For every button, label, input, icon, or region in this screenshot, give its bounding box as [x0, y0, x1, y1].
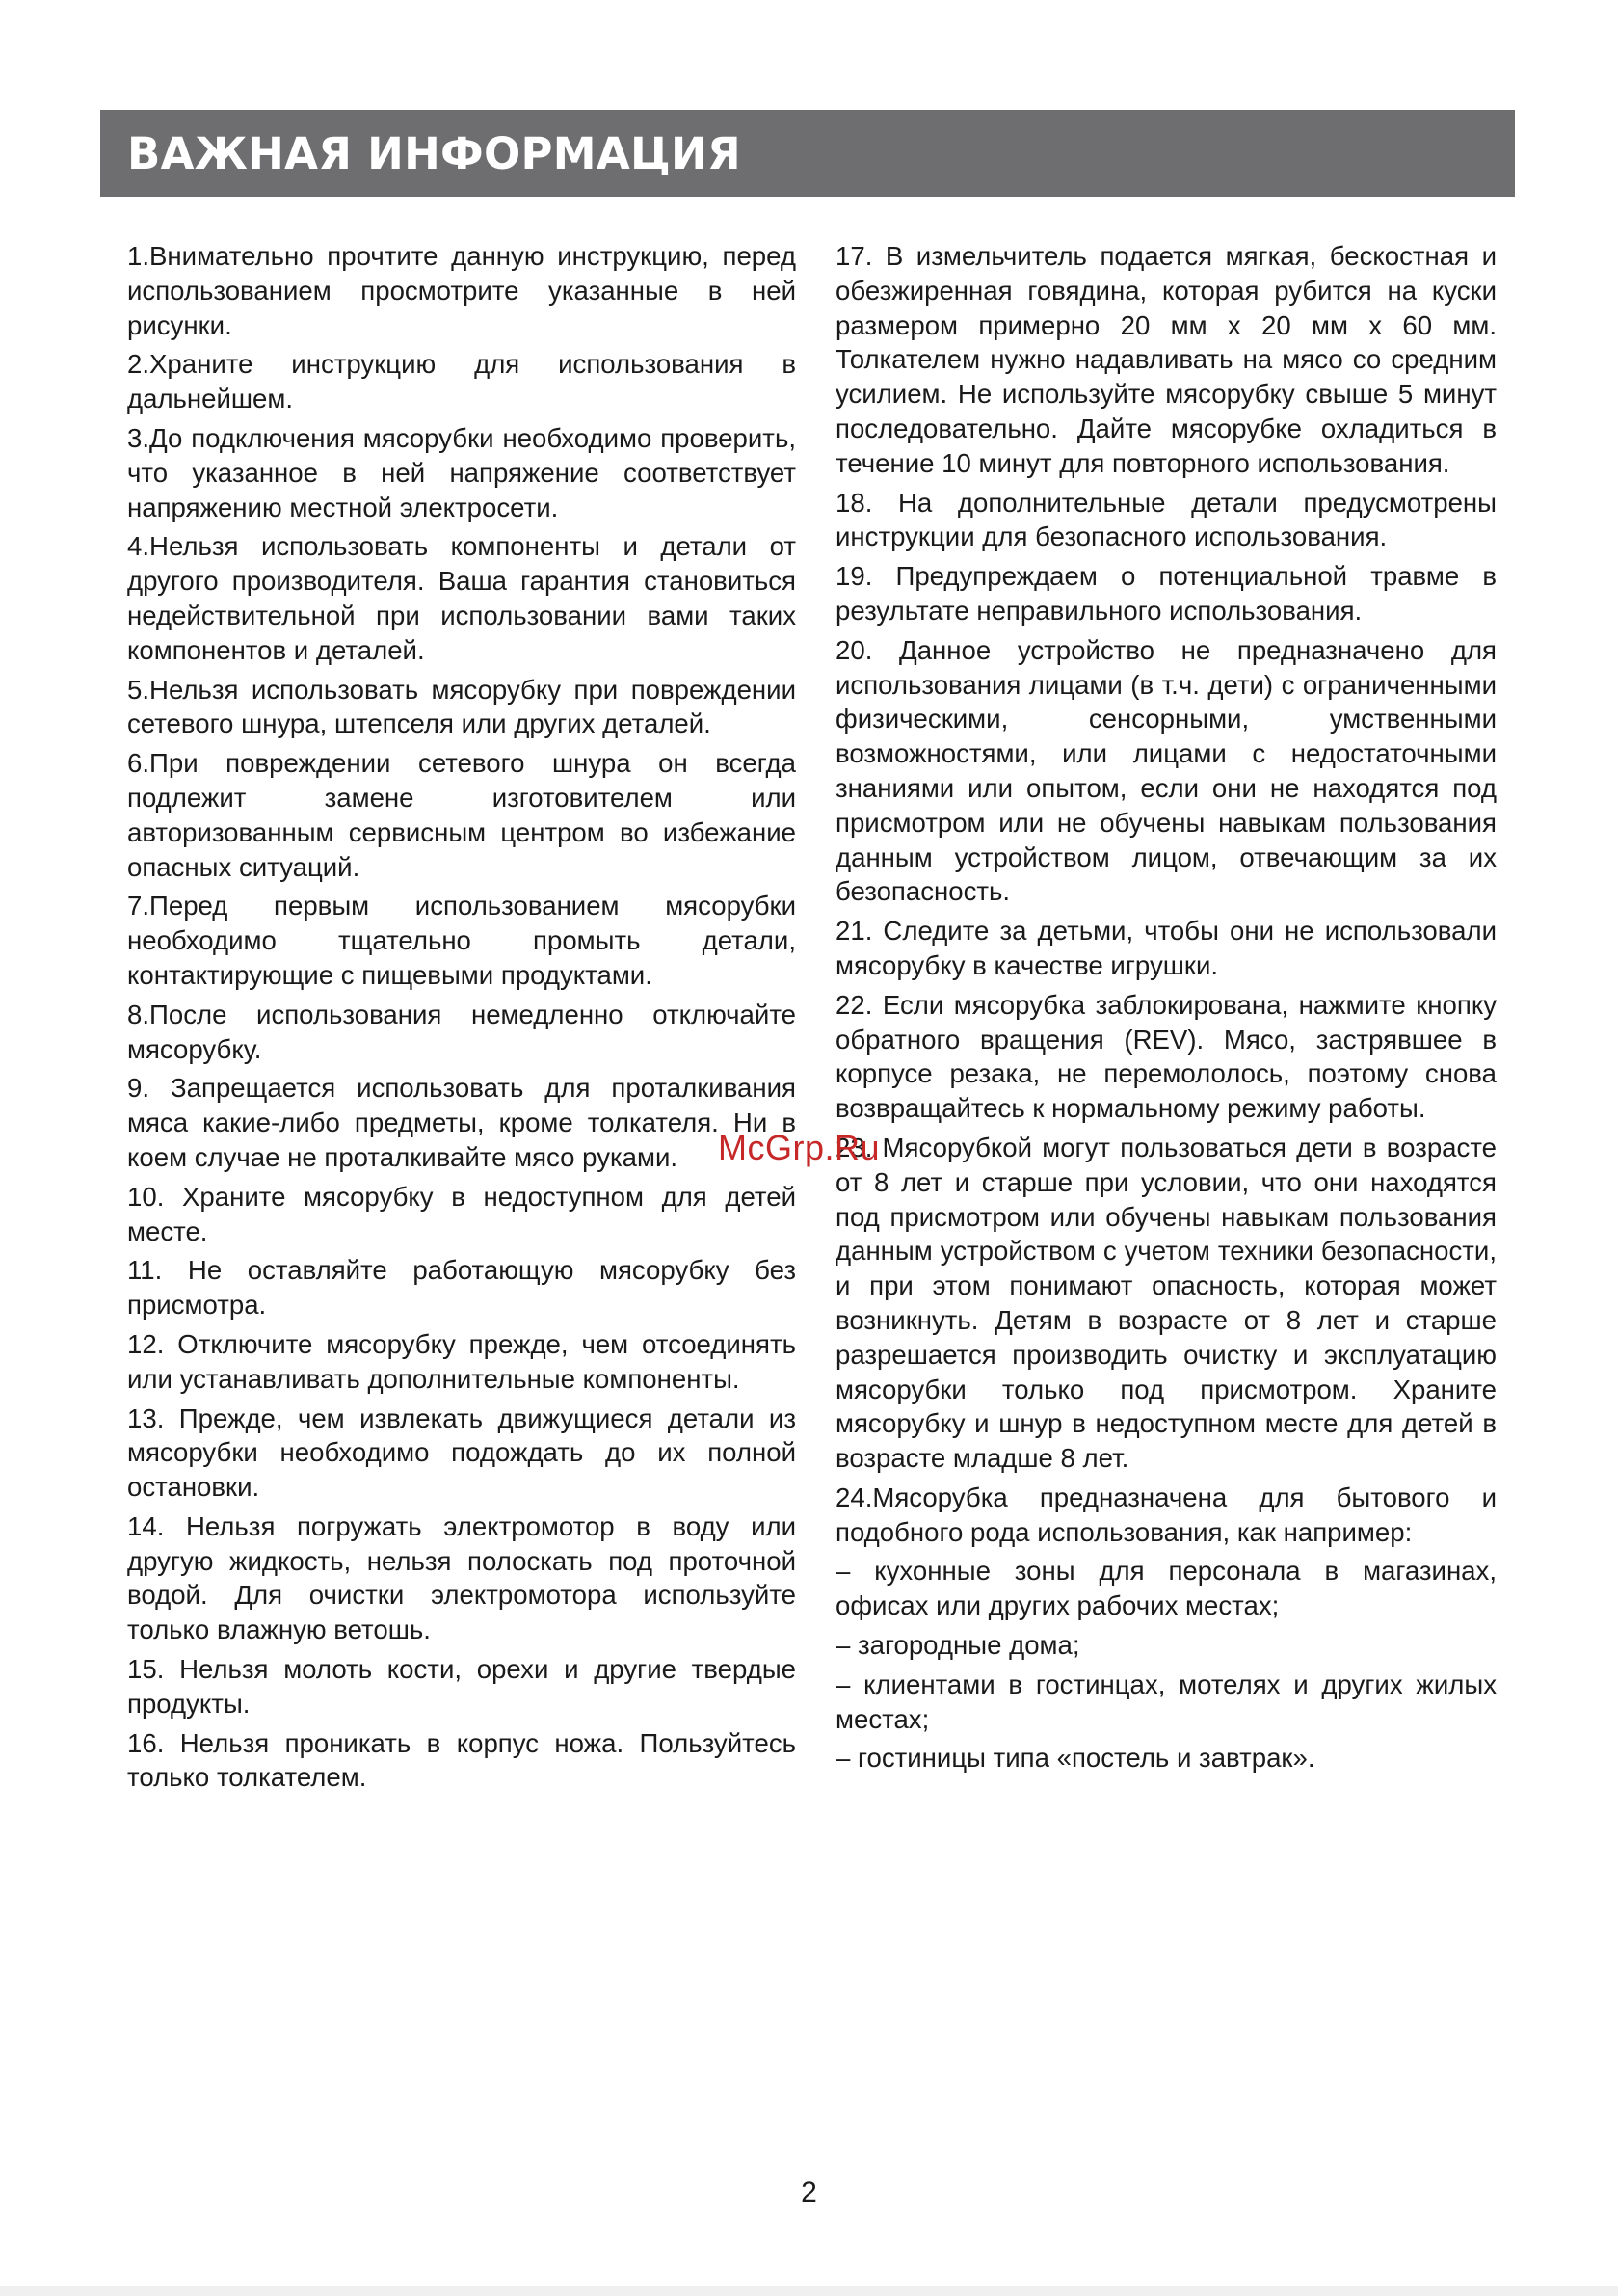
instruction-item-6: 6.При повреждении сетевого шнура он всегда подлежит замене изготовителем или авторизованным сервисным центром во избежание опасных ситуаций. — [127, 748, 796, 882]
instruction-item-4: 4.Нельзя использовать компоненты и детали от другого производителя. Ваша гарантия становиться недействительной при использовании вами таких компонентов и деталей. — [127, 531, 796, 665]
watermark: McGrp.Ru — [718, 1128, 881, 1167]
instruction-item-2: 2.Храните инструкцию для использования в дальнейшем. — [127, 349, 796, 414]
instruction-item-16: 16. Нельзя проникать в корпус ножа. Пользуйтесь только толкателем. — [127, 1727, 796, 1793]
right-column — [836, 239, 1497, 1780]
instruction-item-11: 11. Не оставляйте работающую мясорубку без присмотра. — [127, 1255, 796, 1321]
instruction-item-7: 7.Перед первым использованием мясорубки необходимо тщательно промыть детали, контактирующие с пищевыми продуктами. — [127, 891, 796, 990]
instruction-item-12: 12. Отключите мясорубку прежде, чем отсоединять или устанавливать дополнительные компоненты. — [127, 1328, 796, 1394]
page-title: ВАЖНАЯ ИНФОРМАЦИЯ — [127, 128, 741, 179]
instruction-item-9: 9. Запрещается использовать для проталкивания мяса какие-либо предметы, кроме толкателя. Ни в коем случае не проталкивайте мясо руками. — [127, 1073, 796, 1172]
instruction-item-15: 15. Нельзя молоть кости, орехи и другие твердые продукты. — [127, 1654, 796, 1719]
instruction-item-8: 8.После использования немедленно отключайте мясорубку. — [127, 999, 796, 1064]
usage-place-hotels: – клиентами в гостинцах, мотелях и других жилых местах; — [836, 1669, 1497, 1734]
bottom-divider — [0, 2286, 1618, 2296]
header-band — [100, 110, 1515, 197]
instruction-item-14: 14. Нельзя погружать электромотор в воду или другую жидкость, нельзя полоскать под проточной водой. Для очистки электромотора используйте только влажную ветошь. — [127, 1510, 796, 1645]
instruction-item-1: 1.Внимательно прочтите данную инструкцию, перед использованием просмотрите указанные в ней рисунки. — [127, 241, 796, 340]
page-number: 2 — [801, 2176, 817, 2208]
instruction-item-17: 17. В измельчитель подается мягкая, бескостная и обезжиренная говядина, которая рубится на куски размером примерно 20 мм x 20 мм x 60 мм. Толкателем нужно надавливать на мясо со средним усилием. Не используйте мясорубку свыше 5 минут последовательно. Дайте мясорубке охладиться в течение 10 минут для повторного использования. — [836, 241, 1497, 478]
left-column — [127, 239, 796, 1800]
instruction-item-24: 24.Мясорубка предназначена для бытового и подобного рода использования, как например: — [836, 1482, 1497, 1547]
instruction-item-19: 19. Предупреждаем о потенциальной травме в результате неправильного использования. — [836, 561, 1497, 626]
instruction-item-3: 3.До подключения мясорубки необходимо проверить, что указанное в ней напряжение соответствует напряжению местной электросети. — [127, 422, 796, 522]
instruction-item-22: 22. Если мясорубка заблокирована, нажмите кнопку обратного вращения (REV). Мясо, застрявшее в корпусе резака, не перемололось, поэтому снова возвращайтесь к нормальному режиму работы. — [836, 989, 1497, 1124]
instruction-item-18: 18. На дополнительные детали предусмотрены инструкции для безопасного использования. — [836, 487, 1497, 552]
usage-place-bed-and-breakfast: – гостиницы типа «постель и завтрак». — [836, 1743, 1315, 1774]
instruction-item-5: 5.Нельзя использовать мясорубку при повреждении сетевого шнура, штепселя или других деталей. — [127, 674, 796, 739]
instruction-item-23: 23. Мясорубкой могут пользоваться дети в возрасте от 8 лет и старше при условии, что они находятся под присмотром или обучены навыкам пользования данным устройством с учетом техники безопасности, и при этом понимают опасность, которая может возникнуть. Детям в возрасте от 8 лет и старше разрешается производить очистку и эксплуатацию мясорубки только под присмотром. Храните мясорубку и шнур в недоступном месте для детей в возрасте младше 8 лет. — [836, 1132, 1497, 1474]
instruction-item-13: 13. Прежде, чем извлекать движущиеся детали из мясорубки необходимо подождать до их полной остановки. — [127, 1402, 796, 1503]
instruction-item-21: 21. Следите за детьми, чтобы они не использовали мясорубку в качестве игрушки. — [836, 916, 1497, 980]
instruction-item-20: 20. Данное устройство не предназначено для использования лицами (в т.ч. дети) с ограниченными физическими, сенсорными, умственными возможностями, или лицами с недостаточными знаниями или опытом, если они не находятся под присмотром или не обучены навыкам пользования данным устройством лицом, отвечающим за их безопасность. — [836, 634, 1497, 907]
usage-place-country-houses: – загородные дома; — [836, 1630, 1080, 1661]
usage-place-staff-kitchens: – кухонные зоны для персонала в магазинах, офисах или других рабочих местах; — [836, 1556, 1497, 1621]
instruction-item-10: 10. Храните мясорубку в недоступном для детей месте. — [127, 1181, 796, 1246]
